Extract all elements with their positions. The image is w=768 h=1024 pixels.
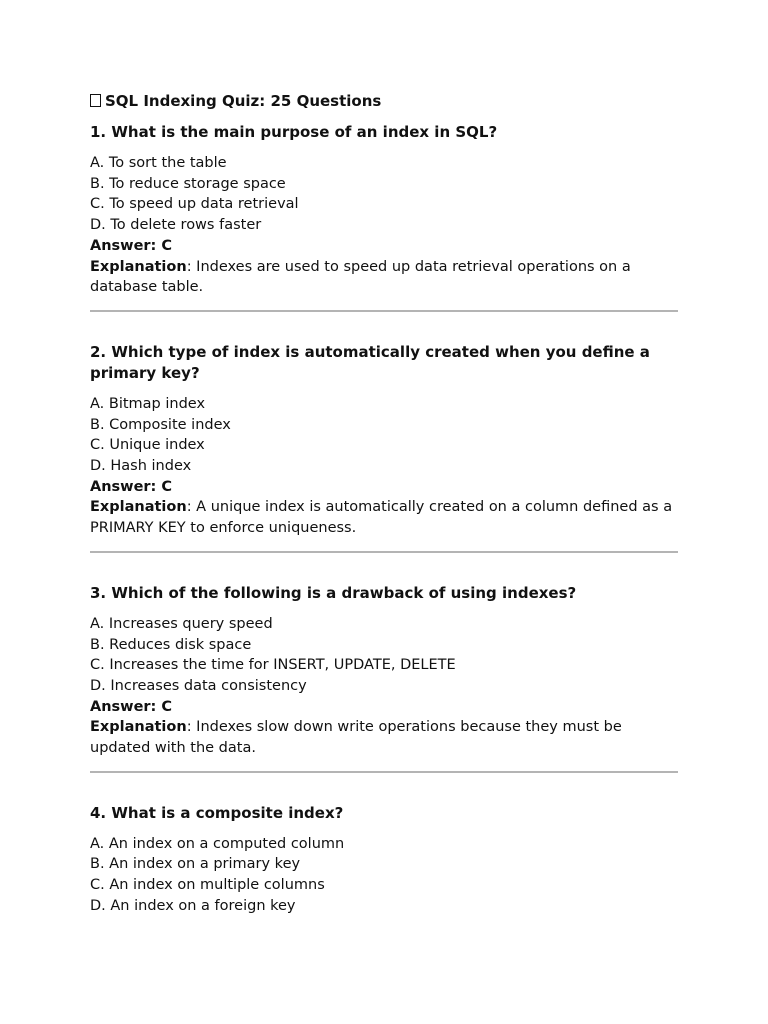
option-b: B. An index on a primary key: [90, 856, 301, 873]
document-icon: [90, 94, 101, 107]
answer-line: [90, 477, 678, 498]
option-a: A. An index on a computed column: [90, 835, 345, 852]
option-d: D. An index on a foreign key: [90, 897, 296, 914]
quiz-document: [90, 90, 678, 917]
question-heading: 1. What is the main purpose of an index in SQL?: [90, 123, 498, 141]
option-a: A. To sort the table: [90, 155, 227, 171]
option-d: D. Hash index: [90, 458, 192, 475]
explanation: [90, 717, 678, 758]
divider: [90, 771, 678, 773]
answer-value: C: [161, 698, 173, 715]
option-c: C. An index on multiple columns: [90, 877, 325, 894]
option-c: C. Increases the time for INSERT, UPDATE, DELETE: [90, 657, 456, 674]
explanation: [90, 257, 678, 298]
option-c: C. Unique index: [90, 437, 205, 454]
answer-line: [90, 697, 678, 718]
explanation-text: : Indexes slow down write operations because they must be updated with the data.: [90, 719, 622, 757]
options-list: [90, 834, 678, 917]
question-1: [90, 122, 678, 298]
options-list: [90, 614, 678, 697]
question-3: [90, 583, 678, 759]
option-b: B. To reduce storage space: [90, 175, 286, 192]
options-list: [90, 153, 678, 236]
question-4: [90, 803, 678, 917]
question-2: [90, 342, 678, 539]
document-title-text: SQL Indexing Quiz: 25 Questions: [105, 92, 382, 110]
question-heading: 4. What is a composite index?: [90, 803, 344, 822]
document-title: [90, 90, 678, 112]
answer-label: Answer:: [90, 698, 157, 715]
explanation-label: Explanation: [90, 258, 187, 275]
explanation-text: : Indexes are used to speed up data retrieval operations on a database table.: [90, 258, 631, 296]
option-b: B. Composite index: [90, 416, 231, 433]
option-a: A. Increases query speed: [90, 615, 273, 632]
options-list: [90, 394, 678, 477]
option-b: B. Reduces disk space: [90, 636, 252, 653]
explanation-text: : A unique index is automatically created on a column defined as a PRIMARY KEY to enforce uniqueness.: [90, 499, 673, 537]
answer-label: Answer:: [90, 478, 157, 495]
explanation-label: Explanation: [90, 499, 187, 516]
divider: [90, 310, 678, 312]
option-d: D. Increases data consistency: [90, 677, 307, 694]
answer-line: [90, 236, 678, 257]
question-heading: 2. Which type of index is automatically created when you define a primary key?: [90, 342, 650, 382]
explanation: [90, 497, 678, 538]
answer-value: C: [161, 237, 173, 254]
answer-label: Answer:: [90, 237, 157, 254]
divider: [90, 551, 678, 553]
question-heading: 3. Which of the following is a drawback of using indexes?: [90, 583, 577, 602]
option-d: D. To delete rows faster: [90, 217, 262, 234]
option-c: C. To speed up data retrieval: [90, 196, 299, 213]
option-a: A. Bitmap index: [90, 395, 206, 412]
explanation-label: Explanation: [90, 719, 187, 736]
answer-value: C: [161, 478, 173, 495]
